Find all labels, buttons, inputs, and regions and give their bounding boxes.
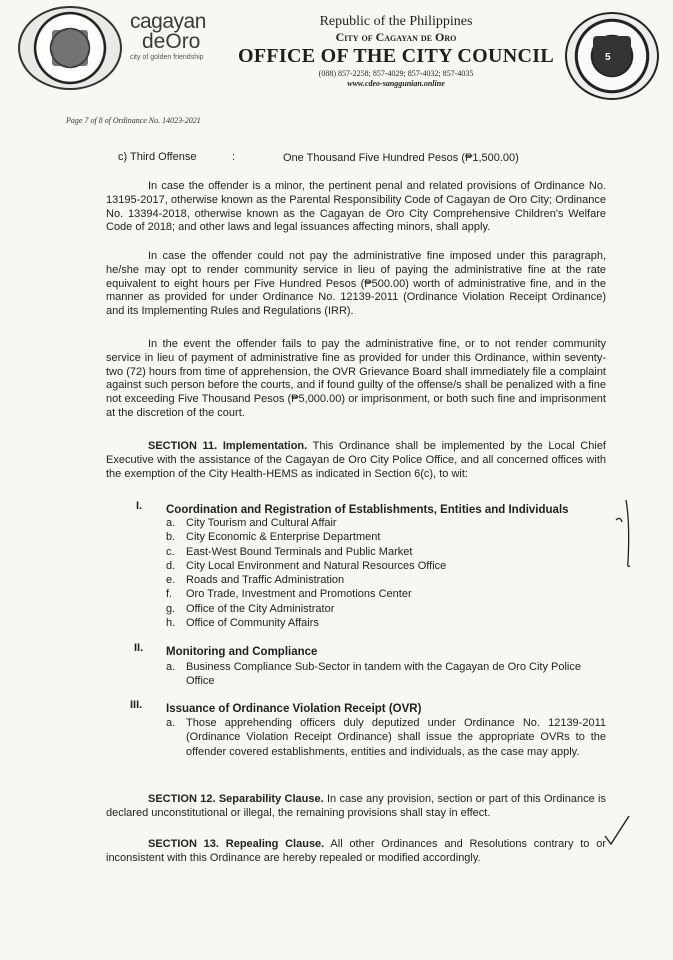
third-offense-amount: One Thousand Five Hundred Pesos (₱1,500.00) <box>283 152 519 164</box>
item-text: City Local Environment and Natural Resources Office <box>186 559 447 572</box>
paragraph-failure-to-pay <box>106 338 606 421</box>
section-12-body: In case any provision, section or part of this Ordinance is declared unconstitutional or illegal, the remaining provisions shall stay in effect. <box>106 793 606 819</box>
office-title: OFFICE OF THE CITY COUNCIL <box>238 45 554 67</box>
paragraph-failure-text: In the event the offender fails to pay the administrative fine, or to not render community service in lieu of payment of administrative fine as provided for under this Ordinance, within seventy-two (72) hours from time of apprehension, the OVR Grievance Board shall immediately file a complaint against such person before the courts, and if found guilty of the offense/s shall be penalized with a fine not exceeding Five Thousand Pesos (₱5,000.00) or imprisonment, or both such fine and imprisonment at the discretion of the court. <box>106 338 606 419</box>
list-item <box>166 660 606 689</box>
item-text: Office of the City Administrator <box>186 602 335 615</box>
council-seal-logo <box>565 12 659 100</box>
group-2-list <box>166 660 606 689</box>
item-key: a. <box>166 661 176 673</box>
council-seal-emblem <box>593 36 631 76</box>
council-seal-number: 5 <box>605 52 611 63</box>
item-key: b. <box>166 531 176 544</box>
website: www.cdeo-sanggunian.online <box>347 79 445 88</box>
item-key: d. <box>166 559 176 572</box>
group-3-list <box>166 716 606 759</box>
item-key: a. <box>166 517 176 529</box>
item-text: City Economic & Enterprise Department <box>186 531 381 544</box>
list-item <box>166 587 446 601</box>
paragraph-minor <box>106 180 606 235</box>
third-offense-separator: : <box>232 151 236 163</box>
item-text: Business Compliance Sub-Sector in tandem with the Cagayan de Oro City Police Office <box>186 661 581 688</box>
brand-word-2: deOro <box>142 30 201 53</box>
list-item <box>166 545 446 559</box>
letterhead <box>236 14 556 89</box>
section-12-heading: SECTION 12. Separability Clause. <box>148 793 324 805</box>
group-1-title: Coordination and Registration of Establishments, Entities and Individuals <box>166 504 569 516</box>
item-key: c. <box>166 545 175 558</box>
page-reference: Page 7 of 8 of Ordinance No. 14023-2021 <box>66 116 201 125</box>
brand-tagline: city of golden friendship <box>130 54 204 61</box>
list-item <box>166 516 446 530</box>
handwritten-mark-icon <box>612 492 640 572</box>
section-12 <box>106 793 606 821</box>
checkmark-icon <box>602 812 632 846</box>
item-text: Roads and Traffic Administration <box>186 574 345 587</box>
item-key: f. <box>166 588 173 601</box>
item-text: Oro Trade, Investment and Promotions Center <box>186 588 412 601</box>
paragraph-community-service <box>106 250 606 319</box>
item-text: East-West Bound Terminals and Public Market <box>186 545 413 558</box>
group-2-title: Monitoring and Compliance <box>166 646 318 658</box>
list-item <box>166 573 446 587</box>
item-key: e. <box>166 574 176 587</box>
city-brand-logo <box>130 12 235 61</box>
item-text: Office of Community Affairs <box>186 617 319 630</box>
group-1-numeral: I. <box>136 500 143 512</box>
list-item <box>166 530 446 544</box>
item-text: City Tourism and Cultural Affair <box>186 517 337 529</box>
group-1-list <box>166 516 446 630</box>
phone-numbers: (088) 857-2258; 857-4029; 857-4032; 857-4035 <box>318 69 474 78</box>
list-item <box>166 716 606 759</box>
section-11-heading: SECTION 11. Implementation. <box>148 440 308 452</box>
section-11 <box>106 440 606 481</box>
paragraph-minor-text: In case the offender is a minor, the pertinent penal and related provisions of Ordinance No. 13195-2017, otherwise known as the Parental Responsibility Code of Cagayan de Oro City; Ordinance No. 13394-2018, otherwise known as the Cagayan de Oro City Comprehensive Children's Welfare Code of 2018; and other laws and legal issuances affecting minors, shall apply. <box>106 180 606 234</box>
item-key: h. <box>166 617 176 630</box>
section-13 <box>106 838 606 866</box>
section-13-heading: SECTION 13. Repealing Clause. <box>148 838 325 850</box>
brand-word-1: cagayan <box>130 10 206 33</box>
item-key: g. <box>166 602 176 615</box>
paragraph-community-text: In case the offender could not pay the administrative fine imposed under this paragraph, he/she may opt to render community service in lieu of paying the administrative fine at the rate equivalent to eight hours per Five Hundred Pesos (₱500.00) worth of administrative fine, and in the manner as provided for under Ordinance No. 12139-2011 (Ordinance Violation Receipt Ordinance) and its Implementing Rules and Regulations (IRR). <box>106 250 606 318</box>
list-item <box>166 602 446 616</box>
section-13-body: All other Ordinances and Resolutions contrary to or inconsistent with this Ordinance are hereby repealed or modified accordingly. <box>106 838 606 864</box>
city-seal-logo <box>18 6 122 90</box>
group-2-numeral: II. <box>134 642 144 654</box>
item-key: a. <box>166 717 176 729</box>
third-offense-label: c) Third Offense <box>118 151 197 163</box>
group-3-title: Issuance of Ordinance Violation Receipt (OVR) <box>166 703 422 715</box>
city-seal-emblem <box>52 30 88 66</box>
section-11-body: This Ordinance shall be implemented by the Local Chief Executive with the assistance of the Cagayan de Oro City Police Office, and all concerned offices with the exemption of the City Health-HEMS as indicated in Section 6(c), to wit: <box>106 440 606 480</box>
item-text: Those apprehending officers duly deputized under Ordinance No. 12139-2011 (Ordinance Violation Receipt Ordinance) shall issue the appropriate OVRs to the offender covered establishments, entities and individuals, as the case may apply. <box>186 717 606 758</box>
city-line: City of Cagayan de Oro <box>335 30 457 44</box>
republic-line: Republic of the Philippines <box>319 14 473 29</box>
group-3-numeral: III. <box>130 699 143 711</box>
list-item <box>166 559 446 573</box>
list-item <box>166 616 446 630</box>
